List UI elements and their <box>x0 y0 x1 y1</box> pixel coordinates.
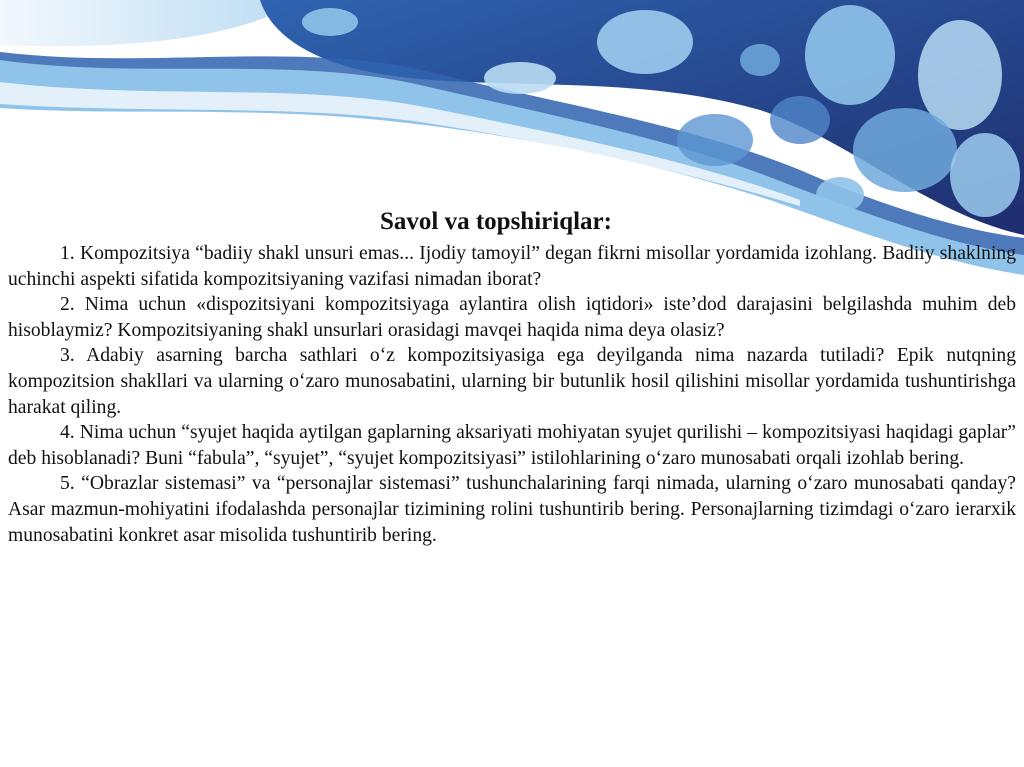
slide-title: Savol va topshiriqlar: <box>380 208 612 235</box>
question-2: 2. Nima uchun «dispozitsiyani kompozitsiyaga aylantira olish iqtidori» iste’dod darajasini belgilashda muhim deb hisoblaymiz? Kompozitsiyaning shakl unsurlari orasidagi mavqei haqida nima deya olasiz? <box>8 294 1016 341</box>
question-4: 4. Nima uchun “syujet haqida aytilgan gaplarning aksariyati mohiyatan syujet qurilishi – kompozitsiyasi haqidagi gaplar” deb hisoblanadi? Buni “fabula”, “syujet”, “syujet kompozitsiyasi” istilohlarining o‘zaro munosabati orqali izohlab bering. <box>8 422 1016 469</box>
question-1: 1. Kompozitsiya “badiiy shakl unsuri emas... Ijodiy tamoyil” degan fikrni misollar yordamida izohlang. Badiiy shaklning uchinchi aspekti sifatida kompozitsiyaning vazifasi nimadan iborat? <box>8 243 1016 290</box>
question-3: 3. Adabiy asarning barcha sathlari o‘z kompozitsiyasiga ega deyilganda nima nazarda tutiladi? Epik nutqning kompozitsion shakllari va ularning o‘zaro munosabatini, ularning bir butunlik hosil qilishini misollar yordamida tushuntirishga harakat qiling. <box>8 345 1016 418</box>
questions-section <box>8 205 1016 548</box>
question-5: 5. “Obrazlar sistemasi” va “personajlar sistemasi” tushunchalarining farqi nimada, ularning o‘zaro munosabati qanday? Asar mazmun-mohiyatini ifodalashda personajlar tizimining rolini tushuntirib bering. Personajlarning tizimdagi o‘zaro ierarxik munosabatini konkret asar misolida tushuntirib bering. <box>8 473 1016 546</box>
